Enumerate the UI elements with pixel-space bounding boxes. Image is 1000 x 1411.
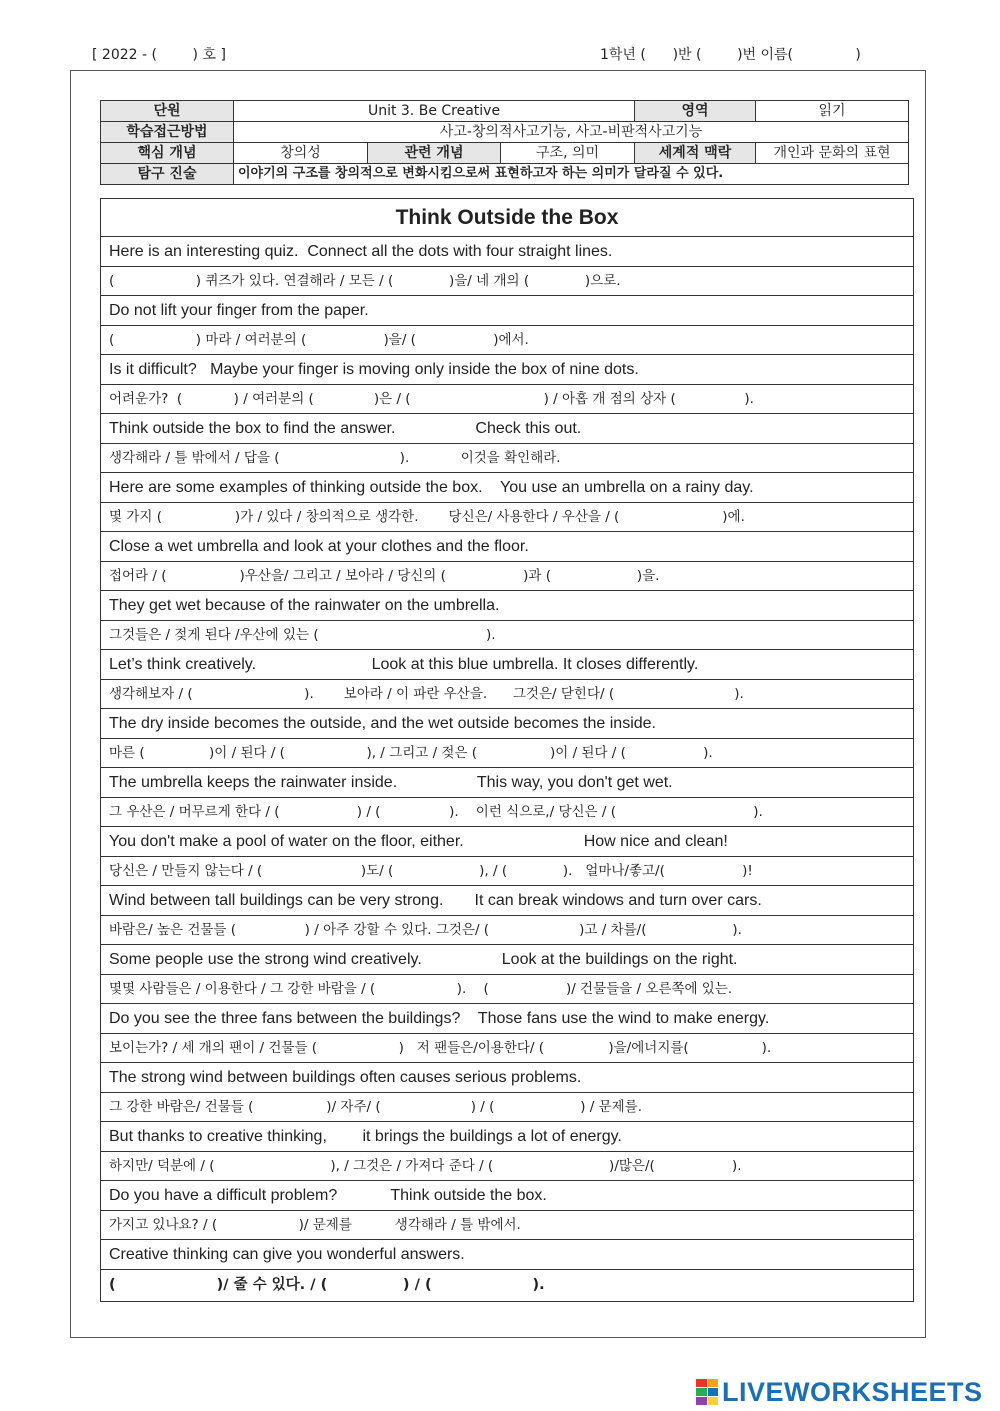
worksheet-box — [100, 198, 914, 1302]
header-student-info: 1학년 ( )반 ( )번 이름( ) — [600, 47, 861, 63]
korean-translation-row: 가지고 있나요? / ( )/ 문제를 생각해라 / 틀 밖에서. — [101, 1211, 913, 1240]
korean-translation-row: 하지만/ 덕분에 / ( ), / 그것은 / 가져다 준다 / ( )/많은/( ). — [101, 1152, 913, 1181]
liveworksheets-logo-icon — [696, 1379, 718, 1405]
korean-translation-row: 몇몇 사람들은 / 이용한다 / 그 강한 바람을 / ( ). ( )/ 건물들을 / 오른쪽에 있는. — [101, 975, 913, 1004]
english-sentence-row: Creative thinking can give you wonderful answers. — [101, 1240, 913, 1270]
liveworksheets-logo — [696, 1376, 983, 1408]
approach-value: 사고-창의적사고기능, 사고-비판적사고기능 — [234, 122, 909, 143]
english-sentence-row: Some people use the strong wind creatively. Look at the buildings on the right. — [101, 945, 913, 975]
korean-translation-row: 그것들은 / 젖게 된다 /우산에 있는 ( ). — [101, 621, 913, 650]
inquiry-label: 탐구 진술 — [101, 164, 234, 185]
approach-label: 학습접근방법 — [101, 122, 234, 143]
logo-square — [696, 1379, 707, 1387]
core-concept-value: 창의성 — [234, 143, 368, 164]
english-sentence-row: Close a wet umbrella and look at your clothes and the floor. — [101, 532, 913, 562]
korean-translation-row: 마른 ( )이 / 된다 / ( ), / 그리고 / 젖은 ( )이 / 된다 / ( ). — [101, 739, 913, 768]
logo-square — [696, 1397, 707, 1405]
korean-translation-row: 당신은 / 만들지 않는다 / ( )도/ ( ), / ( ). 얼마나/좋고/( )! — [101, 857, 913, 886]
unit-value: Unit 3. Be Creative — [234, 101, 635, 122]
korean-translation-row: ( ) 마라 / 여러분의 ( )을/ ( )에서. — [101, 326, 913, 355]
global-context-value: 개인과 문화의 표현 — [756, 143, 909, 164]
english-sentence-row: Do not lift your finger from the paper. — [101, 296, 913, 326]
english-sentence-row: Let’s think creatively. Look at this blue umbrella. It closes differently. — [101, 650, 913, 680]
related-concept-label: 관련 개념 — [368, 143, 501, 164]
info-row-inquiry — [101, 164, 909, 185]
english-sentence-row: Think outside the box to find the answer. Check this out. — [101, 414, 913, 444]
english-sentence-row: The dry inside becomes the outside, and the wet outside becomes the inside. — [101, 709, 913, 739]
english-sentence-row: They get wet because of the rainwater on the umbrella. — [101, 591, 913, 621]
area-value: 읽기 — [756, 101, 909, 122]
korean-translation-row: ( )/ 줄 수 있다. / ( ) / ( ). — [109, 1277, 545, 1293]
inquiry-value: 이야기의 구조를 창의적으로 변화시킴으로써 표현하고자 하는 의미가 달라질 수 있다. — [234, 164, 909, 185]
brand-name: LIVEWORKSHEETS — [722, 1376, 983, 1407]
logo-square — [696, 1388, 707, 1396]
logo-square — [708, 1379, 719, 1387]
korean-translation-row: 바람은/ 높은 건물들 ( ) / 아주 강할 수 있다. 그것은/ ( )고 / 차를/( ). — [101, 916, 913, 945]
korean-translation-row: 그 강한 바람은/ 건물들 ( )/ 자주/ ( ) / ( ) / 문제를. — [101, 1093, 913, 1122]
related-concept-value: 구조, 의미 — [501, 143, 635, 164]
korean-translation-row: 생각해라 / 틀 밖에서 / 답을 ( ). 이것을 확인해라. — [101, 444, 913, 473]
info-row-unit — [101, 101, 909, 122]
korean-translation-row: 보이는가? / 세 개의 팬이 / 건물들 ( ) 저 팬들은/이용한다/ ( )을/에너지를( ). — [101, 1034, 913, 1063]
english-sentence-row: The umbrella keeps the rainwater inside. This way, you don't get wet. — [101, 768, 913, 798]
english-sentence-row: The strong wind between buildings often causes serious problems. — [101, 1063, 913, 1093]
english-sentence-row: Here is an interesting quiz. Connect all the dots with four straight lines. — [101, 237, 913, 267]
english-sentence-row: Do you have a difficult problem? Think outside the box. — [101, 1181, 913, 1211]
worksheet-title: Think Outside the Box — [101, 199, 913, 237]
english-sentence-row: Wind between tall buildings can be very strong. It can break windows and turn over cars. — [101, 886, 913, 916]
english-sentence-row: Is it difficult? Maybe your finger is moving only inside the box of nine dots. — [101, 355, 913, 385]
english-sentence-row: Here are some examples of thinking outside the box. You use an umbrella on a rainy day. — [101, 473, 913, 503]
korean-translation-row: 생각해보자 / ( ). 보아라 / 이 파란 우산을. 그것은/ 닫힌다/ ( ). — [101, 680, 913, 709]
korean-translation-row: 몇 가지 ( )가 / 있다 / 창의적으로 생각한. 당신은/ 사용한다 / 우산을 / ( )에. — [101, 503, 913, 532]
korean-translation-row: 접어라 / ( )우산을/ 그리고 / 보아라 / 당신의 ( )과 ( )을. — [101, 562, 913, 591]
logo-square — [708, 1388, 719, 1396]
logo-square — [708, 1397, 719, 1405]
core-concept-label: 핵심 개념 — [101, 143, 234, 164]
english-sentence-row: Do you see the three fans between the buildings? Those fans use the wind to make energy. — [101, 1004, 913, 1034]
info-row-approach — [101, 122, 909, 143]
korean-translation-row: 어려운가? ( ) / 여러분의 ( )은 / ( ) / 아홉 개 점의 상자 ( ). — [101, 385, 913, 414]
area-label: 영역 — [635, 101, 756, 122]
header-issue-number: [ 2022 - ( ) 호 ] — [92, 47, 226, 63]
info-row-concepts — [101, 143, 909, 164]
unit-label: 단원 — [101, 101, 234, 122]
english-sentence-row: But thanks to creative thinking, it brings the buildings a lot of energy. — [101, 1122, 913, 1152]
worksheet-rows — [101, 237, 913, 1301]
lesson-info-table — [100, 100, 909, 185]
korean-translation-row: 그 우산은 / 머무르게 한다 / ( ) / ( ). 이런 식으로,/ 당신은 / ( ). — [101, 798, 913, 827]
korean-translation-row: ( ) 퀴즈가 있다. 연결해라 / 모든 / ( )을/ 네 개의 ( )으로. — [101, 267, 913, 296]
global-context-label: 세계적 맥락 — [635, 143, 756, 164]
english-sentence-row: You don't make a pool of water on the floor, either. How nice and clean! — [101, 827, 913, 857]
